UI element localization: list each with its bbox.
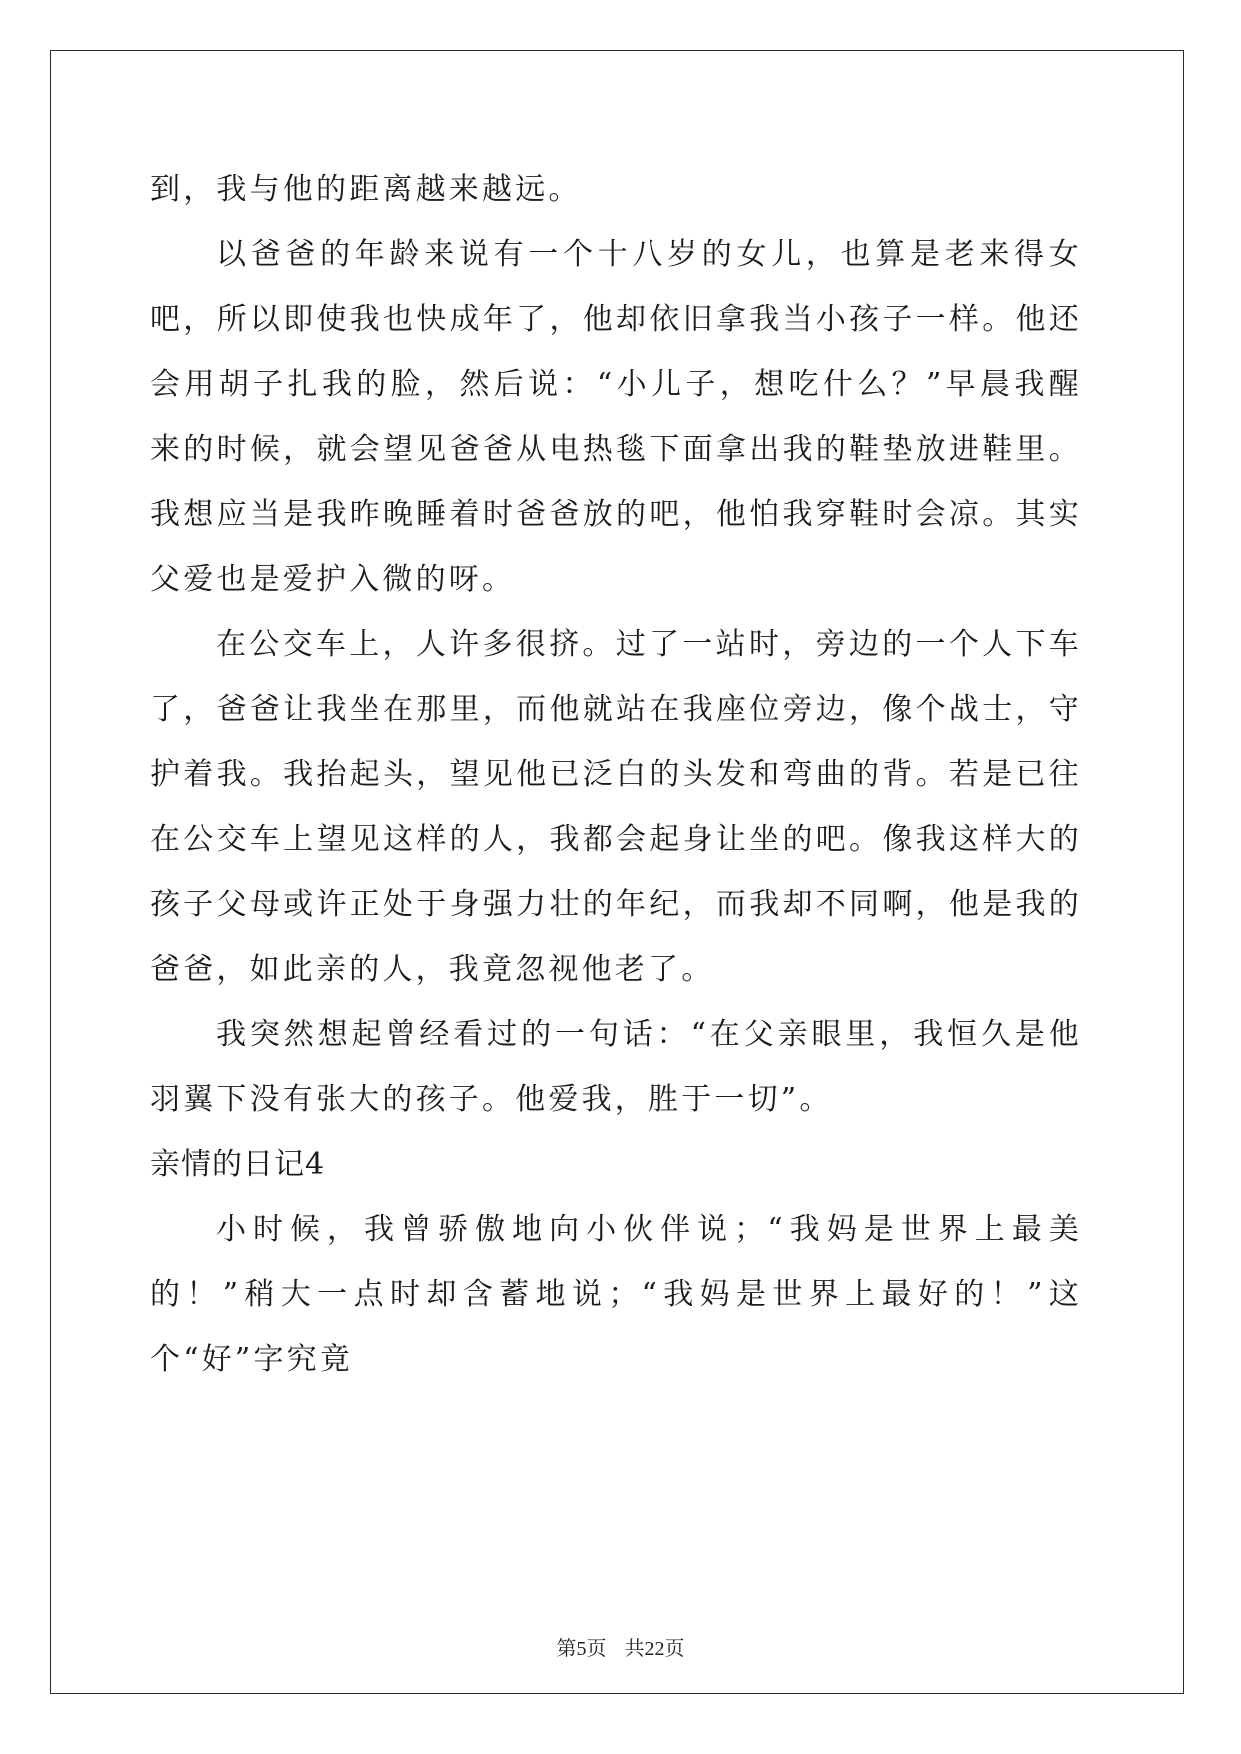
paragraph-3: 在公交车上，人许多很挤。过了一站时，旁边的一个人下车了，爸爸让我坐在那里，而他就站在我座位旁边，像个战士，守护着我。我抬起头，望见他已泛白的头发和弯曲的背。若是已往在公交车上望见这样的人，我都会起身让坐的吧。像我这样大的孩子父母或许正处于身强力壮的年纪，而我却不同啊，他是我的爸爸，如此亲的人，我竟忽视他老了。: [150, 627, 1082, 987]
document-body: [150, 157, 1082, 1392]
page-number: 第5页: [556, 1638, 607, 1660]
paragraph-2: 以爸爸的年龄来说有一个十八岁的女儿，也算是老来得女吧，所以即使我也快成年了，他却依旧拿我当小孩子一样。他还会用胡子扎我的脸，然后说：“小儿子，想吃什么？”早晨我醒来的时候，就会望见爸爸从电热毯下面拿出我的鞋垫放进鞋里。我想应当是我昨晚睡着时爸爸放的吧，他怕我穿鞋时会凉。其实父爱也是爱护入微的呀。: [150, 237, 1082, 597]
page-total: 共22页: [624, 1638, 685, 1660]
paragraph-1: 到，我与他的距离越来越远。: [150, 172, 582, 207]
page-footer: [0, 1632, 1241, 1661]
paragraph-5: 小时候，我曾骄傲地向小伙伴说；“我妈是世界上最美的！”稍大一点时却含蓄地说；“我妈是世界上最好的！”这个“好”字究竟: [150, 1212, 1082, 1377]
paragraph-4: 我突然想起曾经看过的一句话：“在父亲眼里，我恒久是他羽翼下没有张大的孩子。他爱我，胜于一切”。: [150, 1017, 1082, 1117]
section-heading: 亲情的日记4: [150, 1147, 326, 1182]
